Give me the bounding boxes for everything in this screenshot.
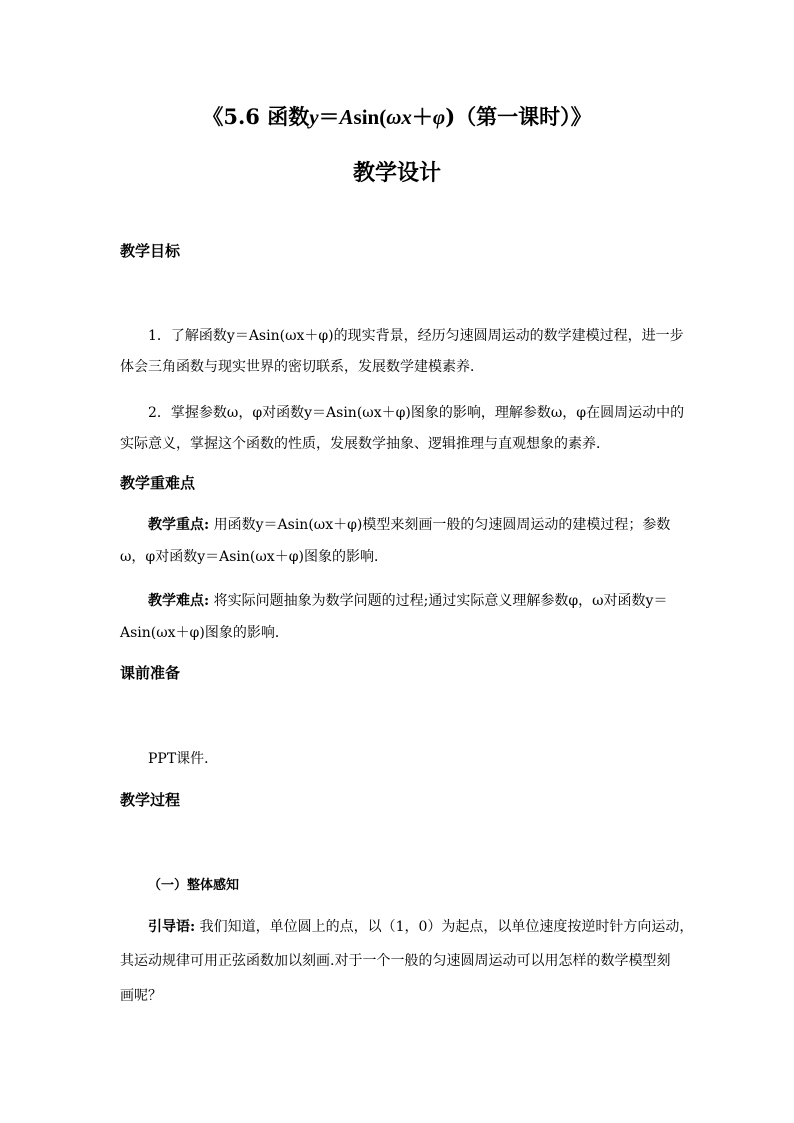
objective-2-line-1: 2．掌握参数ω，φ对函数y＝Asin(ωx＋φ)图象的影响，理解参数ω，φ在圆周运动中的 <box>148 405 685 421</box>
title-prefix: 《5.6 函数 <box>202 104 310 129</box>
intro-line-2: 其运动规律可用正弦函数加以刻画.对于一个一般的匀速圆周运动可以用怎样的数学模型刻 <box>120 953 671 969</box>
process-heading: 教学过程 <box>120 791 181 809</box>
process-subheading: （一）整体感知 <box>148 878 240 893</box>
title-var-a: A <box>339 105 354 129</box>
title-var-phi: φ <box>432 105 446 129</box>
prep-text: PPT课件． <box>148 751 219 767</box>
key-point-label: 教学重点: <box>148 517 210 533</box>
document-title <box>0 101 794 131</box>
intro-text: 我们知道，单位圆上的点，以（1，0）为起点，以单位速度按逆时针方向运动， <box>195 919 694 935</box>
title-var-y: y <box>309 105 319 129</box>
objective-1-line-2: 体会三角函数与现实世界的密切联系，发展数学建模素养． <box>120 359 484 375</box>
title-sin-open: sin( <box>353 105 387 129</box>
title-equals: ＝ <box>318 105 340 129</box>
key-point-line-2: ω，φ对函数y＝Asin(ωx＋φ)图象的影响． <box>120 549 388 565</box>
objectives-heading: 教学目标 <box>120 242 181 260</box>
key-points-heading: 教学重难点 <box>120 474 196 492</box>
intro-line-3: 画呢？ <box>120 988 162 1004</box>
intro-label: 引导语: <box>148 919 196 935</box>
key-point-text: 用函数y＝Asin(ωx＋φ)模型来刻画一般的匀速圆周运动的建模过程；参数 <box>209 517 671 533</box>
document-subtitle: 教学设计 <box>352 160 441 186</box>
title-var-wx: ωx <box>386 105 412 129</box>
title-plus: ＋ <box>411 105 433 129</box>
prep-heading: 课前准备 <box>120 664 181 682</box>
difficult-point-line-2: Asin(ωx＋φ)图象的影响． <box>120 625 289 641</box>
difficult-point-text: 将实际问题抽象为数学问题的过程;通过实际意义理解参数φ，ω对函数y＝ <box>209 593 668 609</box>
difficult-point-line-1 <box>148 590 667 610</box>
intro-line-1 <box>148 916 693 936</box>
title-suffix: )（第一课时）》 <box>445 104 592 129</box>
difficult-point-label: 教学难点: <box>148 593 210 609</box>
objective-1-line-1: 1．了解函数y＝Asin(ωx＋φ)的现实背景，经历匀速圆周运动的数学建模过程，进一步 <box>148 328 684 344</box>
objective-2-line-2: 实际意义，掌握这个函数的性质，发展数学抽象、逻辑推理与直观想象的素养． <box>120 436 610 452</box>
key-point-line-1 <box>148 514 670 534</box>
